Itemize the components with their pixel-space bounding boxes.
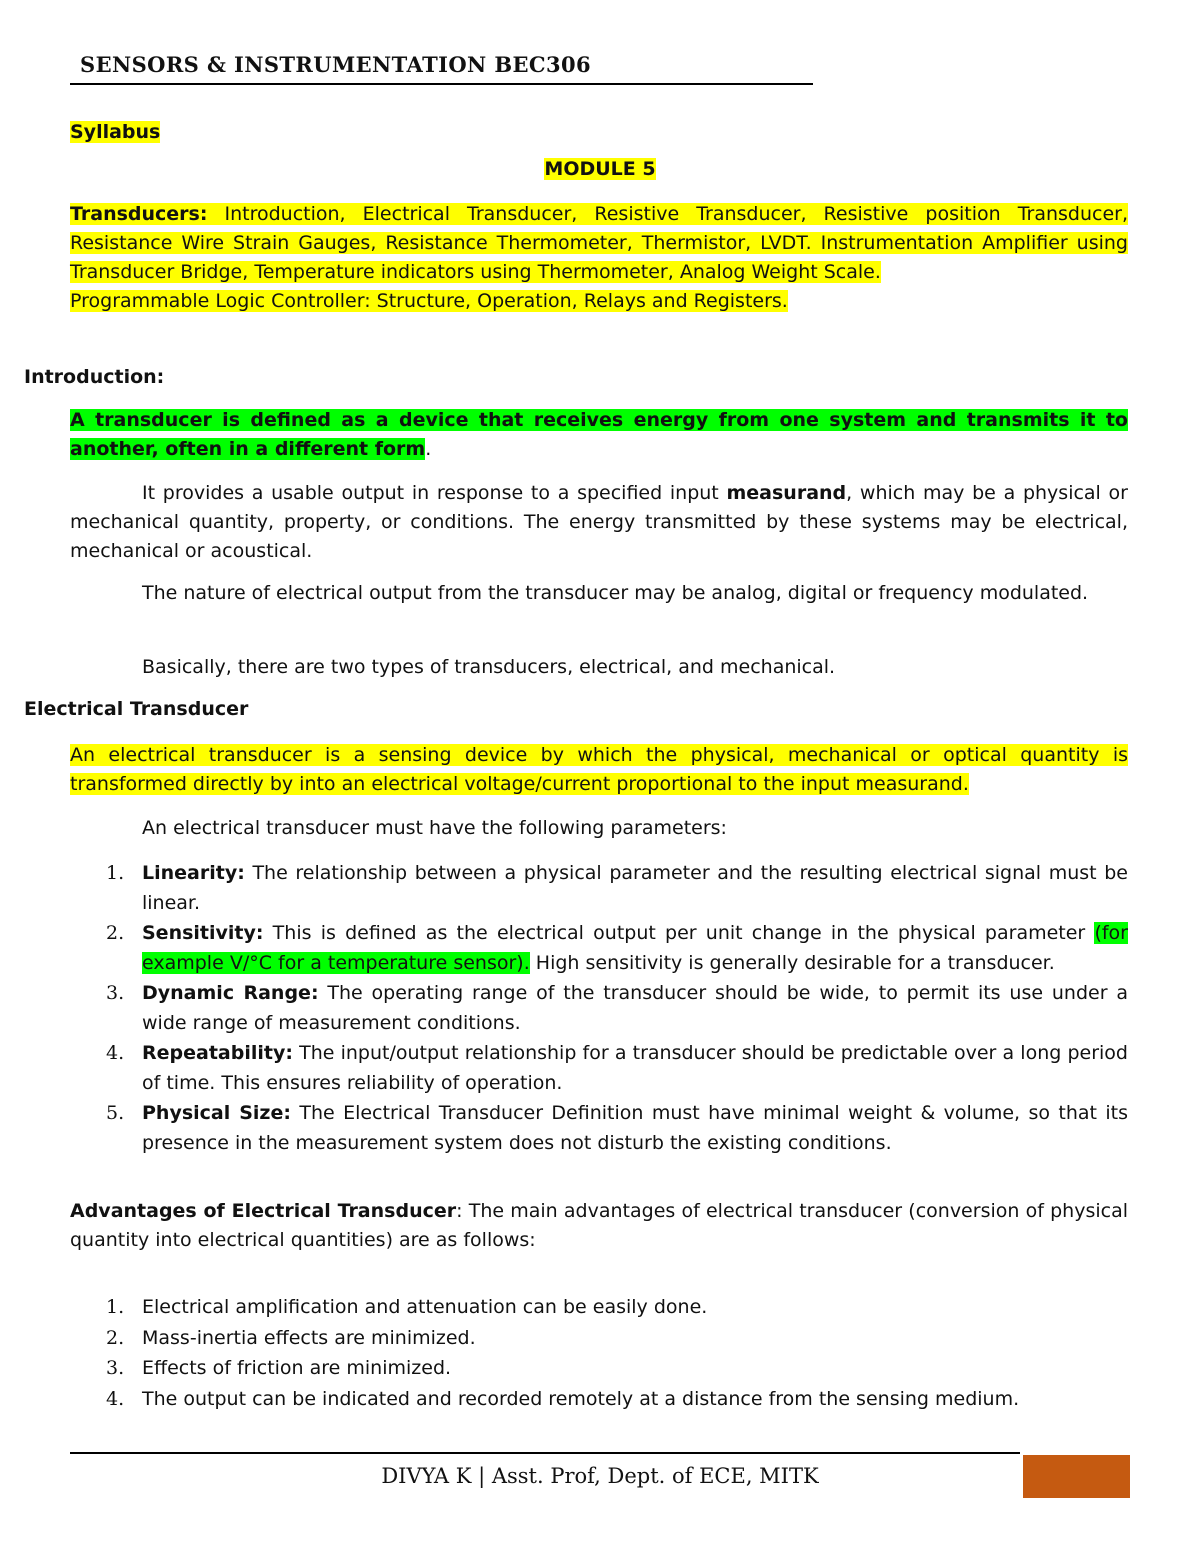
- parameters-intro: An electrical transducer must have the following parameters:: [142, 817, 727, 839]
- transducers-topics: Introduction, Electrical Transducer, Resistive Transducer, Resistive position Transducer, Resistance Wire Strain Gauges, Resistance Thermometer, Thermistor, LVDT. Instrumentation Amplifier using Transducer Bridge, Temperature indicators using Thermometer, Analog Weight Scale.: [70, 203, 1128, 283]
- intro-paragraph-3: Basically, there are two types of transducers, electrical, and mechanical.: [142, 656, 836, 678]
- list-item: 4. The output can be indicated and recorded remotely at a distance from the sensing medium.: [106, 1387, 1020, 1410]
- footer-author: DIVYA K | Asst. Prof, Dept. of ECE, MITK: [381, 1464, 819, 1488]
- list-item: 1. Linearity: The relationship between a physical parameter and the resulting electrical signal must be linear.: [106, 862, 1128, 914]
- electrical-transducer-definition: An electrical transducer is a sensing device by which the physical, mechanical or optical quantity is transformed directly by into an electrical voltage/current proportional to the input measurand.: [70, 744, 1128, 795]
- transducer-definition: A transducer is defined as a device that receives energy from one system and transmits it to another, often in a different form.: [70, 409, 1128, 460]
- list-item: 3. Dynamic Range: The operating range of the transducer should be wide, to permit its use under a wide range of measurement conditions.: [106, 982, 1128, 1034]
- plc-topics: Programmable Logic Controller: Structure, Operation, Relays and Registers.: [70, 290, 788, 312]
- list-item: 2. Sensitivity: This is defined as the electrical output per unit change in the physical parameter (for example V/°C for a temperature sensor). High sensitivity is generally desirable for a transducer.: [106, 922, 1128, 974]
- advantages-list: [70, 1293, 1128, 1415]
- module-title: MODULE 5: [544, 158, 656, 180]
- introduction-heading: Introduction:: [24, 366, 165, 388]
- header-divider: [70, 83, 813, 85]
- list-item: 5. Physical Size: The Electrical Transducer Definition must have minimal weight & volume, so that its presence in the measurement system does not disturb the existing conditions.: [106, 1102, 1128, 1154]
- intro-paragraph-2: The nature of electrical output from the transducer may be analog, digital or frequency modulated.: [142, 582, 1089, 604]
- list-item: 4. Repeatability: The input/output relationship for a transducer should be predictable over a long period of time. This ensures reliability of operation.: [106, 1042, 1128, 1094]
- parameters-list: [70, 859, 1128, 1159]
- intro-paragraph-1: It provides a usable output in response to a specified input measurand, which may be a physical or mechanical quantity, property, or conditions. The energy transmitted by these systems may be electrical, mechanical or acoustical.: [70, 482, 1128, 562]
- list-item: 1. Electrical amplification and attenuation can be easily done.: [106, 1296, 708, 1318]
- footer-divider: [70, 1452, 1020, 1454]
- page-header-title: SENSORS & INSTRUMENTATION BEC306: [80, 52, 592, 77]
- syllabus-transducers: [70, 200, 1128, 316]
- list-item: 3. Effects of friction are minimized.: [106, 1357, 452, 1379]
- transducers-label: Transducers:: [70, 203, 208, 225]
- advantages-intro: Advantages of Electrical Transducer: The main advantages of electrical transducer (conversion of physical quantity into electrical quantities) are as follows:: [70, 1200, 1129, 1251]
- list-item: 2. Mass-inertia effects are minimized.: [106, 1326, 476, 1349]
- electrical-transducer-heading: Electrical Transducer: [24, 698, 249, 720]
- syllabus-label: Syllabus: [70, 121, 161, 143]
